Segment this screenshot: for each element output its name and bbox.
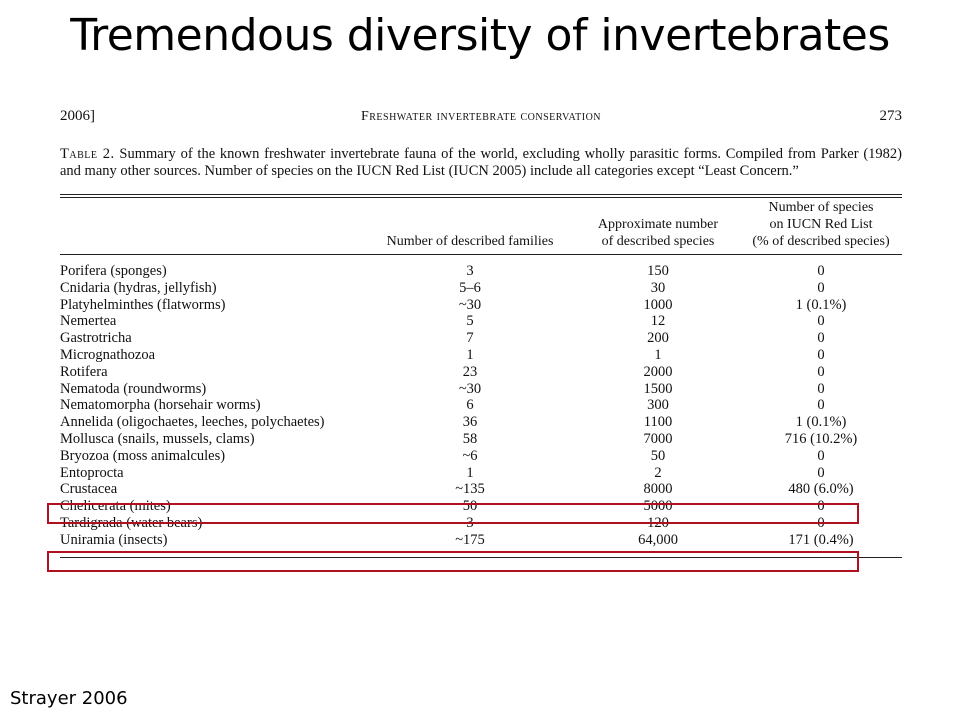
species-cell: 1000 bbox=[643, 296, 673, 313]
families-cell: 5–6 bbox=[459, 279, 481, 296]
header-species: Approximate number of described species bbox=[597, 217, 719, 249]
citation: Strayer 2006 bbox=[10, 688, 128, 709]
taxon-cell: Mollusca (snails, mussels, clams) bbox=[60, 430, 255, 447]
iucn-cell: 716 (10.2%) bbox=[784, 430, 858, 447]
families-cell: 3 bbox=[466, 263, 474, 279]
families-cell: ~6 bbox=[462, 447, 478, 464]
iucn-cell: 0 bbox=[817, 279, 825, 296]
table-row bbox=[60, 481, 902, 498]
species-cell: 8000 bbox=[643, 481, 673, 498]
taxon-cell: Rotifera bbox=[60, 363, 108, 380]
table-row bbox=[60, 297, 902, 314]
taxon-cell: Porifera (sponges) bbox=[60, 263, 167, 279]
running-head bbox=[60, 104, 902, 130]
taxon-cell: Crustacea bbox=[60, 481, 118, 498]
families-cell: ~30 bbox=[458, 380, 482, 397]
species-cell: 2000 bbox=[643, 363, 673, 380]
table-row bbox=[60, 414, 902, 431]
iucn-cell: 480 (6.0%) bbox=[788, 481, 854, 498]
iucn-cell: 0 bbox=[817, 514, 825, 531]
families-cell: 50 bbox=[462, 498, 478, 515]
highlight-crustacea-box bbox=[47, 503, 859, 524]
taxon-cell: Uniramia (insects) bbox=[60, 531, 168, 548]
page-number: 273 bbox=[879, 108, 902, 124]
species-cell: 7000 bbox=[643, 430, 673, 447]
species-cell: 2 bbox=[654, 464, 662, 481]
taxon-cell: Tardigrada (water bears) bbox=[60, 514, 203, 531]
table-row bbox=[60, 448, 902, 465]
families-cell: 23 bbox=[462, 363, 478, 380]
highlight-uniramia-box bbox=[47, 551, 859, 572]
families-cell: 1 bbox=[466, 346, 474, 363]
species-cell: 50 bbox=[650, 447, 666, 464]
header-rule bbox=[60, 254, 902, 255]
species-cell: 150 bbox=[647, 263, 669, 279]
iucn-cell: 0 bbox=[817, 380, 825, 397]
table-row bbox=[60, 263, 902, 280]
species-cell: 1 bbox=[654, 346, 662, 363]
taxon-cell: Micrognathozoa bbox=[60, 346, 156, 363]
table-row bbox=[60, 364, 902, 381]
species-cell: 1500 bbox=[643, 380, 673, 397]
table-row bbox=[60, 465, 902, 482]
families-cell: 7 bbox=[466, 330, 474, 347]
iucn-cell: 171 (0.4%) bbox=[788, 531, 854, 548]
taxon-cell: Nematomorpha (horsehair worms) bbox=[60, 397, 261, 414]
families-cell: 58 bbox=[462, 430, 478, 447]
year-label: 2006] bbox=[60, 108, 95, 124]
taxon-cell: Platyhelminthes (flatworms) bbox=[60, 296, 226, 313]
caption-text: Summary of the known freshwater invertebrate fauna of the world, excluding wholly parasitic forms. Compiled from Parker (1982) and many other sources. Number of species on the IUCN Red List (IUCN 2005) include all categories except “Least Concern.” bbox=[60, 146, 902, 179]
species-cell: 300 bbox=[647, 397, 669, 414]
iucn-cell: 0 bbox=[817, 346, 825, 363]
species-cell: 64,000 bbox=[638, 531, 678, 548]
iucn-cell: 0 bbox=[817, 330, 825, 347]
table-row bbox=[60, 532, 902, 549]
table-label: Table 2. bbox=[60, 146, 115, 162]
table-row bbox=[60, 347, 902, 364]
families-cell: ~135 bbox=[455, 481, 485, 498]
iucn-cell: 0 bbox=[817, 313, 825, 330]
taxon-cell: Annelida (oligochaetes, leeches, polychaetes) bbox=[60, 414, 325, 431]
species-cell: 12 bbox=[650, 313, 666, 330]
document-page bbox=[60, 104, 902, 558]
taxon-cell: Entoprocta bbox=[60, 464, 124, 481]
families-cell: 1 bbox=[466, 464, 474, 481]
families-cell: 6 bbox=[466, 397, 474, 414]
families-cell: 5 bbox=[466, 313, 474, 330]
iucn-cell: 1 (0.1%) bbox=[795, 296, 847, 313]
iucn-cell: 0 bbox=[817, 447, 825, 464]
taxon-cell: Nematoda (roundworms) bbox=[60, 380, 207, 397]
journal-header: Freshwater invertebrate conservation bbox=[360, 109, 602, 124]
taxon-cell: Chelicerata (mites) bbox=[60, 498, 171, 515]
header-iucn: Number of species on IUCN Red List (% of described species) bbox=[752, 200, 890, 249]
table-row bbox=[60, 313, 902, 330]
iucn-cell: 1 (0.1%) bbox=[795, 414, 847, 431]
families-cell: 36 bbox=[462, 414, 478, 431]
species-cell: 120 bbox=[647, 514, 669, 531]
table-row bbox=[60, 330, 902, 347]
iucn-cell: 0 bbox=[817, 498, 825, 515]
iucn-cell: 0 bbox=[817, 363, 825, 380]
table-row bbox=[60, 381, 902, 398]
slide-title: Tremendous diversity of invertebrates bbox=[70, 10, 890, 61]
families-cell: ~30 bbox=[458, 296, 482, 313]
iucn-cell: 0 bbox=[817, 263, 825, 279]
table-row bbox=[60, 280, 902, 297]
table-row bbox=[60, 397, 902, 414]
families-cell: ~175 bbox=[455, 531, 485, 548]
table-header bbox=[60, 198, 902, 250]
header-families: Number of described families bbox=[386, 234, 554, 249]
taxon-cell: Gastrotricha bbox=[60, 330, 132, 347]
iucn-cell: 0 bbox=[817, 397, 825, 414]
species-cell: 30 bbox=[650, 279, 666, 296]
taxon-cell: Bryozoa (moss animalcules) bbox=[60, 447, 226, 464]
species-cell: 5000 bbox=[643, 498, 673, 515]
taxon-cell: Nemertea bbox=[60, 313, 117, 330]
families-cell: 3 bbox=[466, 514, 474, 531]
taxon-cell: Cnidaria (hydras, jellyfish) bbox=[60, 279, 217, 296]
iucn-cell: 0 bbox=[817, 464, 825, 481]
species-cell: 1100 bbox=[643, 414, 673, 431]
species-cell: 200 bbox=[647, 330, 669, 347]
table-row bbox=[60, 431, 902, 448]
table-caption bbox=[60, 146, 902, 180]
